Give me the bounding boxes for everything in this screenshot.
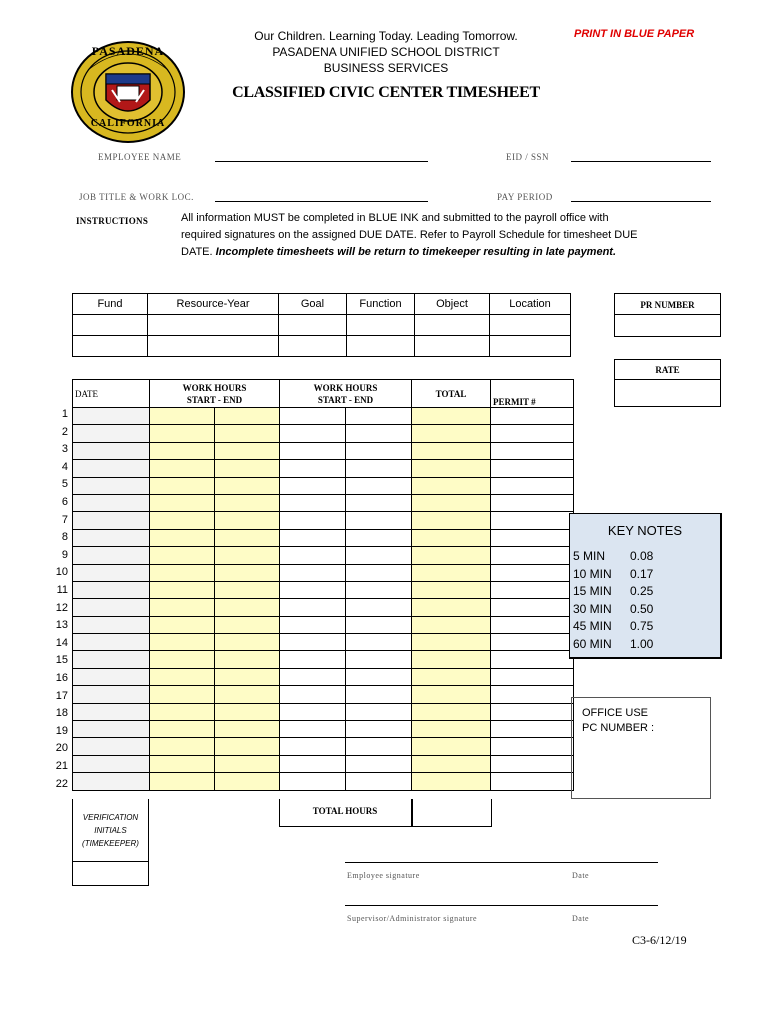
eid-ssn-field[interactable] [571,161,711,162]
cell-date[interactable] [73,755,150,772]
time-row [73,668,574,685]
cell-total[interactable] [412,616,491,633]
cell-end-2[interactable] [346,425,412,442]
cell-end-1[interactable] [215,512,280,529]
row-number: 10 [55,566,68,579]
rate-label: RATE [615,365,720,380]
cell-start-2[interactable] [280,425,346,442]
key-note-row [573,601,720,619]
job-title-label: JOB TITLE & WORK LOC. [79,192,194,202]
cell-end-2[interactable] [346,634,412,651]
cell-total[interactable] [412,721,491,738]
cell-start-1[interactable] [150,477,215,494]
cell-total[interactable] [412,512,491,529]
cell-end-1[interactable] [215,529,280,546]
cell-goal-2[interactable] [279,336,347,357]
cell-start-2[interactable] [280,703,346,720]
row-number: 6 [61,496,68,508]
key-note-minutes: 5 MIN [573,549,606,563]
cell-permit[interactable] [491,773,574,790]
cell-total[interactable] [412,703,491,720]
time-table [72,379,574,791]
key-note-minutes: 10 MIN [573,566,612,581]
cell-start-2[interactable] [280,616,346,633]
row-number: 12 [55,601,68,614]
cell-end-1[interactable] [215,721,280,738]
time-row [73,755,574,772]
cell-date[interactable] [73,512,150,529]
header-object: Object [415,294,490,315]
cell-end-2[interactable] [346,547,412,564]
cell-permit[interactable] [491,721,574,738]
cell-permit[interactable] [491,755,574,772]
cell-date[interactable] [73,529,150,546]
cell-start-2[interactable] [280,460,346,477]
row-number: 16 [55,672,68,684]
cell-end-1[interactable] [215,581,280,598]
cell-start-1[interactable] [150,738,215,755]
employee-date-label: Date [572,871,590,880]
cell-start-1[interactable] [150,581,215,598]
cell-start-1[interactable] [150,442,215,459]
supervisor-date-label: Date [572,914,590,923]
key-note-minutes: 60 MIN [573,636,612,651]
cell-total[interactable] [412,494,491,511]
key-note-value: 0.25 [630,584,654,598]
time-row [73,721,574,738]
cell-end-2[interactable] [346,529,412,546]
cell-end-2[interactable] [346,738,412,755]
cell-start-1[interactable] [150,755,215,772]
cell-total[interactable] [412,547,491,564]
employee-name-label: EMPLOYEE NAME [98,152,182,162]
eid-ssn-label: EID / SSN [506,152,550,162]
cell-date[interactable] [73,773,150,790]
cell-permit[interactable] [491,668,574,685]
cell-end-1[interactable] [215,703,280,720]
row-number: 7 [61,513,68,526]
cell-end-1[interactable] [215,425,280,442]
cell-end-1[interactable] [215,668,280,685]
cell-start-1[interactable] [150,634,215,651]
form-title: CLASSIFIED CIVIC CENTER TIMESHEET [232,84,540,101]
office-use-box [571,697,711,799]
time-row [73,512,574,529]
row-number: 1 [61,408,68,420]
cell-fund-2[interactable] [73,336,148,357]
key-note-row [573,636,720,654]
cell-start-1[interactable] [150,668,215,685]
cell-end-2[interactable] [346,616,412,633]
cell-permit[interactable] [491,408,574,425]
key-note-row [573,566,720,584]
time-row [73,616,574,633]
cell-end-2[interactable] [346,703,412,720]
cell-start-2[interactable] [280,755,346,772]
row-number: 4 [61,460,68,473]
cell-start-2[interactable] [280,529,346,546]
cell-end-1[interactable] [215,616,280,633]
cell-total[interactable] [412,581,491,598]
form-code: C3-6/12/19 [632,933,687,947]
row-number: 2 [61,425,68,438]
department-name: BUSINESS SERVICES [323,61,449,75]
cell-end-1[interactable] [215,773,280,790]
cell-start-1[interactable] [150,494,215,511]
cell-date[interactable] [73,703,150,720]
cell-permit[interactable] [491,686,574,703]
cell-start-2[interactable] [280,494,346,511]
cell-total[interactable] [412,477,491,494]
cell-end-1[interactable] [215,494,280,511]
cell-total[interactable] [412,408,491,425]
key-note-row [573,548,720,566]
row-number: 5 [61,478,68,491]
pr-number-label: PR NUMBER [615,300,720,315]
time-row [73,686,574,703]
time-row [73,581,574,598]
cell-start-2[interactable] [280,634,346,651]
account-table [72,293,571,357]
key-note-minutes: 30 MIN [573,601,612,616]
cell-start-1[interactable] [150,408,215,425]
cell-permit[interactable] [491,494,574,511]
cell-start-1[interactable] [150,616,215,633]
cell-permit[interactable] [491,477,574,494]
cell-start-2[interactable] [280,773,346,790]
cell-end-2[interactable] [346,494,412,511]
time-row [73,738,574,755]
cell-date[interactable] [73,651,150,668]
time-row [73,634,574,651]
cell-permit[interactable] [491,564,574,581]
cell-date[interactable] [73,686,150,703]
time-row [73,425,574,442]
cell-permit[interactable] [491,616,574,633]
header-work-hours-1 [150,380,280,408]
job-title-field[interactable] [215,201,428,202]
time-row [73,442,574,459]
supervisor-signature-line[interactable] [345,905,658,906]
cell-permit[interactable] [491,703,574,720]
instructions-label: INSTRUCTIONS [76,216,149,226]
verification-box [72,799,149,886]
cell-date[interactable] [73,616,150,633]
cell-date[interactable] [73,634,150,651]
cell-start-2[interactable] [280,668,346,685]
cell-total[interactable] [412,686,491,703]
cell-date[interactable] [73,408,150,425]
cell-end-2[interactable] [346,721,412,738]
row-number: 14 [55,636,68,649]
cell-start-1[interactable] [150,425,215,442]
cell-end-2[interactable] [346,581,412,598]
key-note-row [573,618,720,636]
cell-end-2[interactable] [346,460,412,477]
key-notes-panel [569,513,722,659]
cell-end-1[interactable] [215,460,280,477]
employee-name-field[interactable] [215,161,428,162]
cell-resource-1[interactable] [148,315,279,336]
cell-date[interactable] [73,494,150,511]
cell-permit[interactable] [491,512,574,529]
cell-end-1[interactable] [215,442,280,459]
cell-end-1[interactable] [215,408,280,425]
pr-number-box[interactable] [614,293,721,337]
row-number: 22 [55,777,68,790]
cell-total[interactable] [412,634,491,651]
row-number: 11 [56,584,68,596]
employee-signature-label: Employee signature [347,871,420,880]
employee-signature-line[interactable] [345,862,658,863]
cell-total[interactable] [412,651,491,668]
cell-start-1[interactable] [150,512,215,529]
cell-date[interactable] [73,460,150,477]
total-hours-label: TOTAL HOURS [312,806,378,816]
motto: Our Children. Learning Today. Leading Tomorrow. [254,29,518,43]
total-hours-label-box [279,799,413,827]
row-number: 13 [55,619,68,632]
cell-start-2[interactable] [280,408,346,425]
row-number: 15 [55,654,68,667]
cell-start-2[interactable] [280,512,346,529]
cell-end-2[interactable] [346,755,412,772]
cell-location-2[interactable] [490,336,571,357]
time-row [73,477,574,494]
cell-end-2[interactable] [346,686,412,703]
time-row [73,599,574,616]
cell-permit[interactable] [491,547,574,564]
cell-total[interactable] [412,529,491,546]
cell-end-2[interactable] [346,564,412,581]
cell-start-2[interactable] [280,581,346,598]
cell-date[interactable] [73,738,150,755]
cell-start-1[interactable] [150,599,215,616]
cell-date[interactable] [73,599,150,616]
work-hours-2-line2: START - END [317,394,374,405]
key-notes-title: KEY NOTES [607,523,683,538]
time-row [73,529,574,546]
cell-total[interactable] [412,442,491,459]
verification-line3: (TIMEKEEPER) [82,839,139,848]
cell-end-1[interactable] [215,738,280,755]
seal-top-text: PASADENA [91,44,165,58]
cell-total[interactable] [412,755,491,772]
header-function: Function [347,294,415,315]
cell-end-2[interactable] [346,408,412,425]
row-number: 17 [55,689,68,702]
time-row [73,547,574,564]
cell-start-1[interactable] [150,547,215,564]
cell-start-2[interactable] [280,738,346,755]
key-note-minutes: 45 MIN [573,619,612,633]
cell-date[interactable] [73,425,150,442]
cell-end-1[interactable] [215,755,280,772]
row-number: 8 [61,531,68,544]
verification-line1: VERIFICATION [82,813,139,822]
cell-start-1[interactable] [150,721,215,738]
cell-end-2[interactable] [346,477,412,494]
district-name: PASADENA UNIFIED SCHOOL DISTRICT [272,45,500,59]
cell-end-2[interactable] [346,512,412,529]
cell-start-2[interactable] [280,547,346,564]
cell-end-2[interactable] [346,668,412,685]
cell-object-1[interactable] [415,315,490,336]
row-number: 20 [55,742,68,755]
supervisor-signature-label: Supervisor/Administrator signature [347,914,478,923]
instructions-text [181,210,651,261]
header-date: DATE [73,380,150,408]
header-total: TOTAL [412,380,491,408]
cell-date[interactable] [73,477,150,494]
cell-total[interactable] [412,460,491,477]
total-hours-box[interactable] [411,799,492,827]
header-location: Location [490,294,571,315]
cell-permit[interactable] [491,442,574,459]
work-hours-1-line2: START - END [186,394,243,405]
pay-period-label: PAY PERIOD [497,192,553,202]
cell-total[interactable] [412,668,491,685]
pay-period-field[interactable] [571,201,711,202]
cell-start-2[interactable] [280,477,346,494]
row-number: 21 [55,760,68,772]
cell-end-1[interactable] [215,564,280,581]
cell-date[interactable] [73,547,150,564]
cell-start-2[interactable] [280,599,346,616]
time-row [73,703,574,720]
time-row [73,564,574,581]
cell-date[interactable] [73,581,150,598]
cell-start-1[interactable] [150,773,215,790]
initials-field[interactable] [73,861,148,862]
cell-permit[interactable] [491,599,574,616]
office-use-label: OFFICE USE [582,707,649,719]
cell-end-1[interactable] [215,599,280,616]
key-note-value: 0.17 [630,566,654,581]
cell-permit[interactable] [491,460,574,477]
verification-line2: INITIALS [94,826,127,835]
cell-start-1[interactable] [150,651,215,668]
time-row [73,773,574,790]
header-goal: Goal [279,294,347,315]
cell-start-2[interactable] [280,686,346,703]
cell-date[interactable] [73,564,150,581]
time-row [73,651,574,668]
cell-function-1[interactable] [347,315,415,336]
cell-permit[interactable] [491,738,574,755]
cell-start-2[interactable] [280,651,346,668]
key-note-value: 0.50 [630,601,654,616]
time-row [73,460,574,477]
cell-total[interactable] [412,773,491,790]
cell-location-1[interactable] [490,315,571,336]
rate-box[interactable] [614,359,721,407]
cell-fund-1[interactable] [73,315,148,336]
cell-end-2[interactable] [346,442,412,459]
cell-start-2[interactable] [280,442,346,459]
key-note-value: 1.00 [630,636,654,651]
key-note-row [573,583,720,601]
work-hours-2-line1: WORK HOURS [313,382,378,393]
row-number: 19 [55,724,68,737]
time-row [73,408,574,425]
cell-end-1[interactable] [215,686,280,703]
key-note-value: 0.75 [630,619,654,633]
work-hours-1-line1: WORK HOURS [182,382,247,393]
cell-end-2[interactable] [346,651,412,668]
key-note-value: 0.08 [630,549,654,563]
cell-end-2[interactable] [346,773,412,790]
cell-date[interactable] [73,721,150,738]
row-number: 18 [55,707,68,720]
cell-total[interactable] [412,738,491,755]
cell-goal-1[interactable] [279,315,347,336]
cell-end-2[interactable] [346,599,412,616]
header-resource-year: Resource-Year [148,294,279,315]
cell-date[interactable] [73,442,150,459]
cell-date[interactable] [73,668,150,685]
cell-end-1[interactable] [215,651,280,668]
cell-function-2[interactable] [347,336,415,357]
seal-bottom-text: CALIFORNIA [90,118,166,129]
cell-end-1[interactable] [215,477,280,494]
cell-start-1[interactable] [150,703,215,720]
cell-start-2[interactable] [280,564,346,581]
cell-start-1[interactable] [150,460,215,477]
time-row [73,494,574,511]
cell-resource-2[interactable] [148,336,279,357]
cell-start-1[interactable] [150,529,215,546]
instructions-body: All information MUST be completed in BLUE INK and submitted to the payroll office with required signatures on the assigned DUE DATE. Refer to Payroll Schedule for timesheet DUE DATE. [181,212,638,258]
row-number: 9 [61,548,68,561]
key-note-minutes: 15 MIN [573,584,612,598]
header-permit: PERMIT # [491,380,574,408]
header-work-hours-2 [280,380,412,408]
cell-permit[interactable] [491,634,574,651]
cell-start-1[interactable] [150,564,215,581]
instructions-emphasis: Incomplete timesheets will be return to timekeeper resulting in late payment. [215,246,617,258]
row-number: 3 [61,443,68,456]
cell-permit[interactable] [491,425,574,442]
cell-start-1[interactable] [150,686,215,703]
cell-permit[interactable] [491,529,574,546]
cell-end-1[interactable] [215,547,280,564]
pc-number-label: PC NUMBER : [582,722,655,734]
header-fund: Fund [73,294,148,315]
cell-permit[interactable] [491,651,574,668]
cell-permit[interactable] [491,581,574,598]
cell-end-1[interactable] [215,634,280,651]
print-note: PRINT IN BLUE PAPER [574,28,695,40]
cell-start-2[interactable] [280,721,346,738]
cell-total[interactable] [412,599,491,616]
cell-object-2[interactable] [415,336,490,357]
cell-total[interactable] [412,425,491,442]
cell-total[interactable] [412,564,491,581]
